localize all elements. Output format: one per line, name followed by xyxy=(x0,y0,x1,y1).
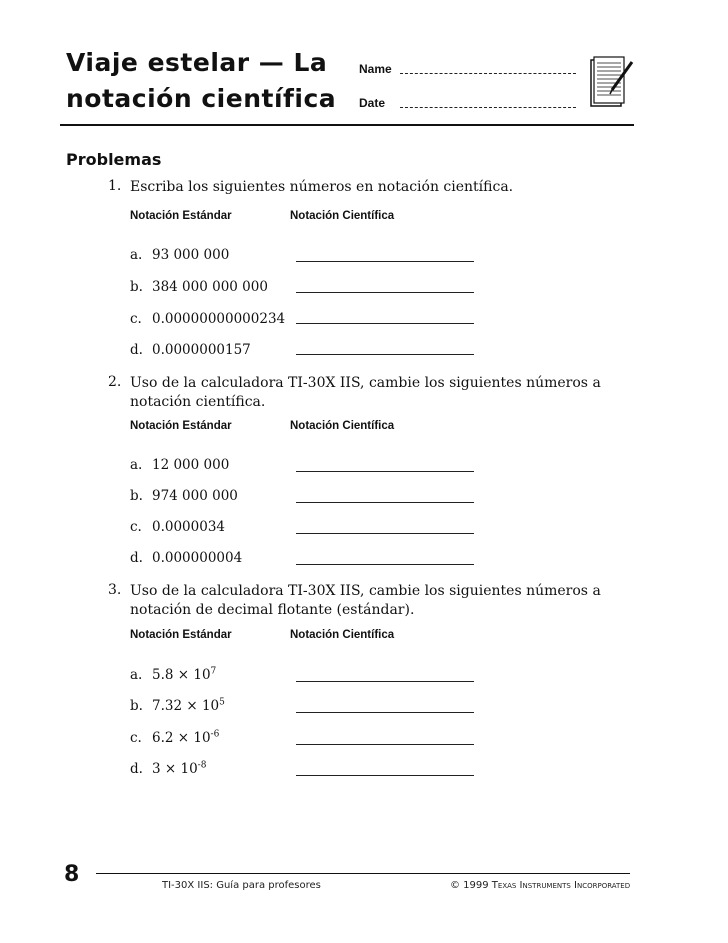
q3-item-b-value xyxy=(152,698,225,714)
q3-item-d-value xyxy=(152,761,206,777)
q1-item-c-value: 0.00000000000234 xyxy=(152,311,286,327)
q3-item-d-letter: d. xyxy=(130,761,143,777)
q3-item-a-answer-line[interactable] xyxy=(296,681,474,682)
q2-item-c-letter: c. xyxy=(130,519,142,535)
q3-item-d-exponent: -8 xyxy=(197,760,207,771)
footer-divider xyxy=(96,873,630,874)
q1-item-b-answer-line[interactable] xyxy=(296,292,474,293)
q3-item-c-value xyxy=(152,730,219,746)
q2-item-d-value: 0.000000004 xyxy=(152,550,243,566)
q3-item-d-mantissa: 3 × 10 xyxy=(152,761,198,777)
q3-item-c-exponent: -6 xyxy=(210,729,220,740)
worksheet-title-line2: notación científica xyxy=(66,84,337,113)
q2-item-d-letter: d. xyxy=(130,550,143,566)
q1-item-a-value: 93 000 000 xyxy=(152,247,230,263)
notepad-pencil-icon xyxy=(588,54,636,116)
q3-item-b-exponent: 5 xyxy=(219,697,225,708)
q3-col-standard: Notación Estándar xyxy=(130,629,232,641)
q1-item-b-letter: b. xyxy=(130,279,143,295)
q1-item-a-answer-line[interactable] xyxy=(296,261,474,262)
q1-item-c-answer-line[interactable] xyxy=(296,323,474,324)
q2-item-c-value: 0.0000034 xyxy=(152,519,226,535)
q3-item-d-answer-line[interactable] xyxy=(296,775,474,776)
q1-item-a-letter: a. xyxy=(130,247,143,263)
q3-item-a-value xyxy=(152,667,216,683)
q1-col-standard: Notación Estándar xyxy=(130,210,232,222)
name-label: Name xyxy=(359,62,392,76)
q3-item-c-answer-line[interactable] xyxy=(296,744,474,745)
question-2-text: Uso de la calculadora TI-30X IIS, cambie los siguientes números a notación científica. xyxy=(130,375,601,410)
q3-item-b-answer-line[interactable] xyxy=(296,712,474,713)
q1-item-b-value: 384 000 000 000 xyxy=(152,279,268,295)
footer-copyright: © 1999 Texas Instruments Incorporated xyxy=(450,880,631,891)
date-label: Date xyxy=(359,96,386,110)
q1-item-d-value: 0.0000000157 xyxy=(152,342,251,358)
q3-item-a-letter: a. xyxy=(130,667,143,683)
q2-item-a-value: 12 000 000 xyxy=(152,457,230,473)
q3-item-b-mantissa: 7.32 × 10 xyxy=(152,698,220,714)
question-1-number: 1. xyxy=(108,178,122,194)
q1-item-d-answer-line[interactable] xyxy=(296,354,474,355)
q1-item-c-letter: c. xyxy=(130,311,142,327)
worksheet-title-line1: Viaje estelar — La xyxy=(66,48,328,77)
q3-item-b-letter: b. xyxy=(130,698,143,714)
date-field-line[interactable] xyxy=(400,107,576,108)
q2-item-d-answer-line[interactable] xyxy=(296,564,474,565)
q3-item-a-exponent: 7 xyxy=(210,666,217,677)
q3-item-c-letter: c. xyxy=(130,730,142,746)
q2-item-b-answer-line[interactable] xyxy=(296,502,474,503)
q3-col-scientific: Notación Científica xyxy=(290,629,395,641)
q2-col-standard: Notación Estándar xyxy=(130,420,232,432)
name-field-line[interactable] xyxy=(400,73,576,74)
q3-item-c-mantissa: 6.2 × 10 xyxy=(152,730,211,746)
question-1-text: Escriba los siguientes números en notación científica. xyxy=(130,179,514,195)
footer-left-text: TI-30X IIS: Guía para profesores xyxy=(162,880,321,891)
q2-col-scientific: Notación Científica xyxy=(290,420,395,432)
q1-col-scientific: Notación Científica xyxy=(290,210,395,222)
q2-item-a-letter: a. xyxy=(130,457,143,473)
question-3-text: Uso de la calculadora TI-30X IIS, cambie los siguientes números a notación de decimal flotante (estándar). xyxy=(130,583,601,618)
q2-item-c-answer-line[interactable] xyxy=(296,533,474,534)
page-number: 8 xyxy=(64,862,80,887)
q3-item-a-mantissa: 5.8 × 10 xyxy=(152,667,211,683)
q2-item-b-letter: b. xyxy=(130,488,143,504)
question-3-number: 3. xyxy=(108,582,122,598)
header-divider xyxy=(60,124,634,126)
question-2-number: 2. xyxy=(108,374,122,390)
q1-item-d-letter: d. xyxy=(130,342,143,358)
section-title: Problemas xyxy=(66,150,162,169)
q2-item-a-answer-line[interactable] xyxy=(296,471,474,472)
q2-item-b-value: 974 000 000 xyxy=(152,488,238,504)
